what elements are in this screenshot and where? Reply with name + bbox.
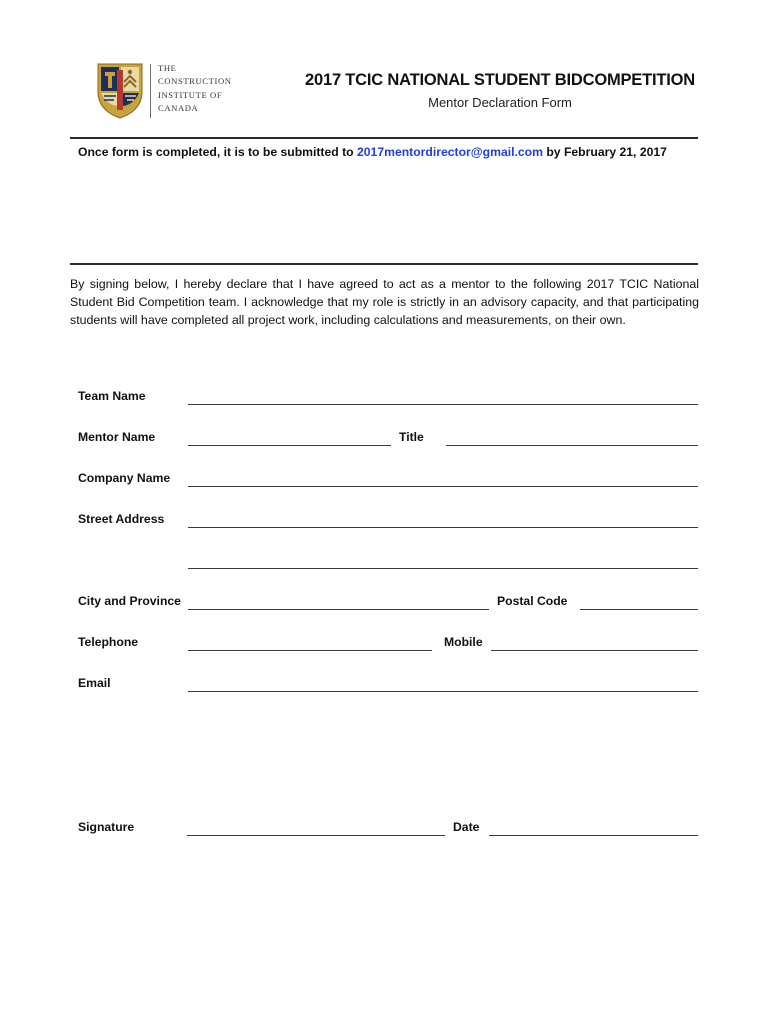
team-name-field[interactable] — [188, 404, 698, 405]
logo-divider — [150, 64, 151, 118]
institute-name-line: INSTITUTE OF — [158, 89, 223, 100]
company-name-field[interactable] — [188, 486, 698, 487]
form-title: 2017 TCIC NATIONAL STUDENT BIDCOMPETITION — [305, 71, 695, 89]
telephone-field[interactable] — [188, 650, 432, 651]
mentor-name-field[interactable] — [188, 445, 391, 446]
signature-field[interactable] — [187, 835, 445, 836]
submission-instruction — [78, 145, 718, 159]
date-label: Date — [453, 820, 480, 834]
submission-prefix: Once form is completed, it is to be submitted to — [78, 145, 357, 159]
submission-suffix: by February 21, 2017 — [542, 145, 667, 159]
street-address-line-2-field[interactable] — [188, 568, 698, 569]
submission-email-link[interactable]: 2017mentordirector@gmail.com — [357, 145, 543, 159]
institute-name-line: CONSTRUCTION — [158, 76, 232, 87]
street-address-label: Street Address — [78, 512, 165, 526]
signature-label: Signature — [78, 820, 135, 834]
institute-name — [158, 62, 248, 116]
telephone-label: Telephone — [78, 635, 139, 649]
company-name-label: Company Name — [78, 471, 171, 485]
declaration-text: By signing below, I hereby declare that I have agreed to act as a mentor to the following 2017 TCIC National Student Bid Competition team. I acknowledge that my role is strictly in an advisory capacity, and that participating students will have completed all project work, including calculations and measurements, on their own. — [70, 277, 699, 327]
city-province-label: City and Province — [78, 594, 181, 608]
postal-code-field[interactable] — [580, 609, 698, 610]
postal-code-label: Postal Code — [497, 594, 568, 608]
city-province-field[interactable] — [188, 609, 489, 610]
institute-name-line: CANADA — [158, 103, 199, 114]
title-label: Title — [399, 430, 424, 444]
street-address-field[interactable] — [188, 527, 698, 528]
form-subtitle: Mentor Declaration Form — [428, 95, 572, 110]
date-field[interactable] — [489, 835, 698, 836]
section-rule — [70, 263, 698, 265]
mentor-name-label: Mentor Name — [78, 430, 156, 444]
institute-name-line: THE — [158, 63, 177, 73]
email-label: Email — [78, 676, 111, 690]
team-name-label: Team Name — [78, 389, 146, 403]
mobile-field[interactable] — [491, 650, 698, 651]
title-field[interactable] — [446, 445, 698, 446]
header-rule — [70, 137, 698, 139]
email-field[interactable] — [188, 691, 698, 692]
institute-crest-logo — [96, 62, 144, 120]
mobile-label: Mobile — [444, 635, 483, 649]
